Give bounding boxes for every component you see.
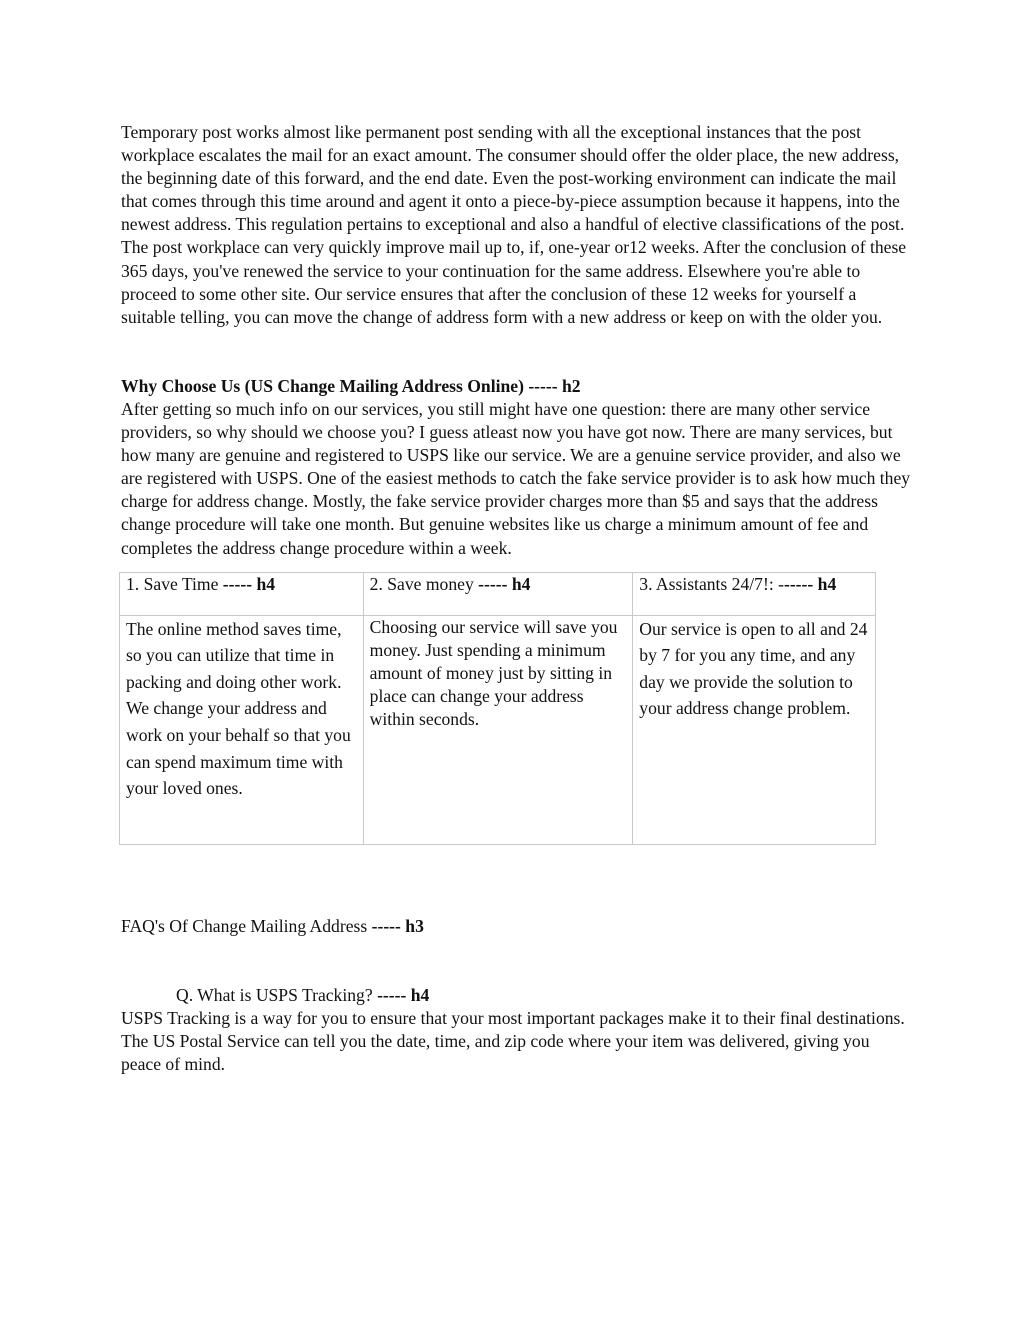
why-choose-us-paragraph: After getting so much info on our services, you still might have one question: there are many other service providers, so why should we choose you? I guess atleast now you have got now. There are many services, but how many are genuine and registered to USPS like our service. We are a genuine service provider, and also we are registered with USPS. One of the easiest methods to catch the fake service provider is to ask how much they charge for address change. Mostly, the fake service provider charges more than $5 and says that the address change procedure will take one month. But genuine websites like us charge a minimum amount of fee and completes the address change procedure within a week. — [121, 398, 911, 558]
feature-title-cell-assistants — [633, 572, 876, 615]
feature-tag-assistants: ----- h4 — [783, 573, 837, 594]
spacer — [121, 329, 911, 375]
feature-text-cell-save-money — [363, 615, 633, 844]
feature-text-save-time: The online method saves time, so you can utilize that time in packing and doing other work. We change your address and work on your behalf so that you can spend maximum time with your loved ones. — [126, 618, 351, 799]
faq-question — [121, 984, 911, 1007]
feature-text-cell-save-time — [120, 615, 364, 844]
feature-tag-save-money: ----- h4 — [478, 573, 531, 594]
feature-title-save-time: 1. Save Time — [126, 573, 223, 594]
feature-text-cell-assistants — [633, 615, 876, 844]
feature-text-save-money: Choosing our service will save you money. Just spending a minimum amount of money just by sitting in place can change your address within seconds. — [369, 616, 618, 729]
feature-text-assistants: Our service is open to all and 24 by 7 for you any time, and any day we provide the solution to your address change problem. — [639, 618, 868, 719]
feature-title-cell-save-time — [120, 572, 364, 615]
faq-question-text: Q. What is USPS Tracking? — [176, 984, 378, 1005]
feature-title-cell-save-money — [363, 572, 633, 615]
document-page — [121, 121, 911, 1076]
intro-paragraph: Temporary post works almost like permanent post sending with all the exceptional instances that the post workplace escalates the mail for an exact amount. The consumer should offer the older place, the new address, the beginning date of this forward, and the end date. Even the post-working environment can indicate the mail that comes through this time around and agent it onto a piece-by-piece assumption because it happens, into the newest address. This regulation pertains to exceptional and also a handful of elective classifications of the post. The post workplace can very quickly improve mail up to, if, one-year or12 weeks. After the conclusion of these 365 days, you've renewed the service to your continuation for the same address. Elsewhere you're able to proceed to some other site. Our service ensures that after the conclusion of these 12 weeks for yourself a suitable telling, you can move the change of address form with a new address or keep on with the older you. — [121, 122, 907, 327]
faq-heading-text: FAQ's Of Change Mailing Address — [121, 915, 372, 936]
faq-answer: USPS Tracking is a way for you to ensure that your most important packages make it to their final destinations. The US Postal Service can tell you the date, time, and zip code where your item was delivered, giving you peace of mind. — [121, 1007, 905, 1074]
features-table — [119, 572, 876, 845]
features-body-row — [120, 615, 876, 844]
faq-heading-tag: ----- h3 — [371, 915, 424, 936]
features-header-row — [120, 572, 876, 615]
faq-heading — [121, 915, 911, 938]
feature-title-assistants: 3. Assistants 24/7!: - — [639, 573, 784, 594]
why-choose-us-heading: Why Choose Us (US Change Mailing Address Online) ----- h2 — [121, 375, 581, 396]
faq-question-tag: ----- h4 — [377, 984, 430, 1005]
feature-tag-save-time: ----- h4 — [222, 573, 276, 594]
feature-title-save-money: 2. Save money — [369, 573, 479, 594]
